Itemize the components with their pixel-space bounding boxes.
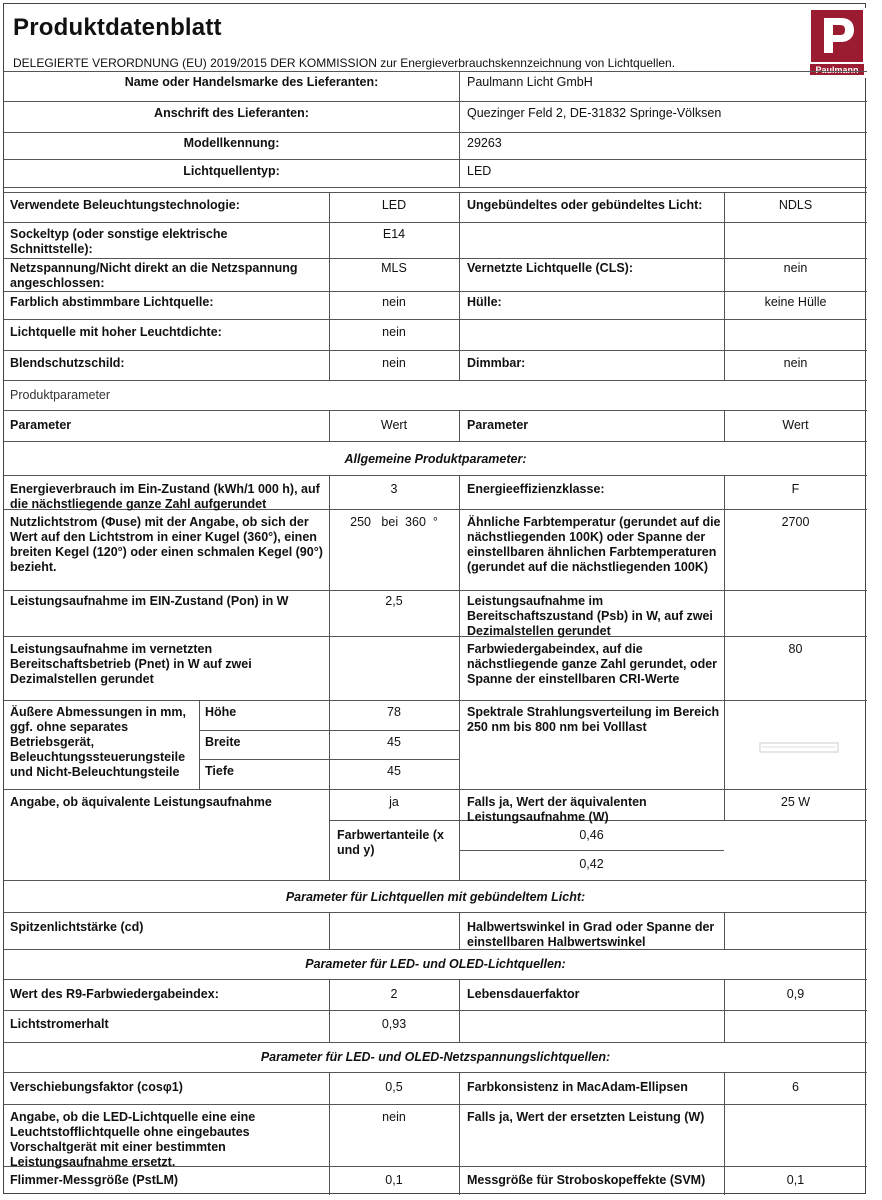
- dimmable-value: nein: [783, 356, 808, 370]
- equivalent-power-value: 25 W: [780, 795, 811, 809]
- efficiency-class-value: F: [791, 482, 800, 496]
- r9-value: 2: [390, 987, 398, 1001]
- pon-label: Leistungsaufnahme im EIN-Zustand (Pon) in W: [10, 594, 289, 608]
- depth-value: 45: [387, 764, 401, 778]
- col-header-value: Wert: [380, 418, 408, 432]
- dimmable-label: Dimmbar:: [467, 356, 526, 370]
- cct-label: Ähnliche Farbtemperatur (gerundet auf die nächstliegenden 100K) oder Spanne der einstellbaren ähnlichen Farbtemperaturen (gerundet auf die nächstliegenden 100K): [467, 515, 721, 574]
- macadam-label: Farbkonsistenz in MacAdam-Ellipsen: [467, 1080, 688, 1094]
- macadam-value: 6: [792, 1080, 799, 1094]
- displacement-label: Verschiebungsfaktor (cosφ1): [10, 1080, 183, 1094]
- psb-label: Leistungsaufnahme im Bereitschaftszustand (Psb) in W, auf zwei Dezimalstellen gerundet: [467, 594, 713, 638]
- svm-value: 0,1: [786, 1173, 805, 1187]
- supplier-address-value: Quezinger Feld 2, DE-31832 Springe-Völksen: [467, 106, 722, 120]
- supplier-name-label: Name oder Handelsmarke des Lieferanten:: [124, 75, 379, 89]
- directional-heading: Parameter für Lichtquellen mit gebündeltem Licht:: [285, 890, 586, 904]
- replace-fluorescent-label: Angabe, ob die LED-Lichtquelle eine eine Leuchtstofflichtquelle ohne eingebautes Vorschaltgerät mit einer bestimmten Leistungsaufnahme ersetzt.: [10, 1110, 256, 1169]
- height-label: Höhe: [205, 705, 237, 719]
- col-header-param-2: Parameter: [467, 418, 529, 432]
- paulmann-logo: [808, 8, 866, 78]
- supplier-name-value: Paulmann Licht GmbH: [467, 75, 593, 89]
- directional-value: NDLS: [778, 198, 813, 212]
- product-params-section: Produktparameter: [10, 388, 111, 402]
- dimensions-label: Äußere Abmessungen in mm, ggf. ohne separates Betriebsgerät, Beleuchtungssteuerungsteile und Nicht-Beleuchtungsteile: [10, 705, 186, 779]
- svg-text:Paulmann: Paulmann: [815, 65, 859, 75]
- product-data-sheet: [3, 3, 866, 1194]
- r9-label: Wert des R9-Farbwiedergabeindex:: [10, 987, 219, 1001]
- svm-label: Messgröße für Stroboskopeffekte (SVM): [467, 1173, 706, 1187]
- col-header-param: Parameter: [10, 418, 72, 432]
- spectral-label: Spektrale Strahlungsverteilung im Bereich 250 nm bis 800 nm bei Volllast: [467, 705, 720, 734]
- chromaticity-x-value: 0,46: [579, 828, 604, 842]
- pon-value: 2,5: [385, 594, 403, 608]
- cri-label: Farbwiedergabeindex, auf die nächstliegende ganze Zahl gerundet, oder Spanne der einstellbaren CRI-Werte: [467, 642, 718, 686]
- regulation-subtitle: DELEGIERTE VERORDNUNG (EU) 2019/2015 DER KOMMISSION zur Energieverbrauchskennzeichnung von Lichtquellen.: [13, 56, 676, 70]
- survival-factor-label: Lebensdauerfaktor: [467, 987, 580, 1001]
- lumen-maintenance-label: Lichtstromerhalt: [10, 1017, 109, 1031]
- cap-type-value: E14: [382, 227, 406, 241]
- led-mains-heading: Parameter für LED- und OLED-Netzspannungslichtquellen:: [260, 1050, 611, 1064]
- replace-fluorescent-value: nein: [382, 1110, 406, 1124]
- lumen-maintenance-value: 0,93: [381, 1017, 407, 1031]
- displacement-value: 0,5: [385, 1080, 403, 1094]
- survival-factor-value: 0,9: [786, 987, 805, 1001]
- useful-flux-label: Nutzlichtstrom (Φuse) mit der Angabe, ob sich der Wert auf den Lichtstrom in einer Kugel (360°), einen breiten Kegel (120°) oder einen schmalen Kegel (90°) bezieht.: [10, 515, 323, 574]
- energy-consumption-value: 3: [390, 482, 398, 496]
- cls-value: nein: [783, 261, 808, 275]
- width-label: Breite: [205, 735, 241, 749]
- envelope-value: keine Hülle: [764, 295, 827, 309]
- chromaticity-label: Farbwertanteile (x und y): [337, 828, 444, 857]
- general-params-heading: Allgemeine Produktparameter:: [344, 452, 527, 466]
- pstlm-label: Flimmer-Messgröße (PstLM): [10, 1173, 179, 1187]
- cap-type-label: Sockeltyp (oder sonstige elektrische Schnittstelle):: [10, 227, 228, 256]
- cri-value: 80: [788, 642, 803, 656]
- pnet-label: Leistungsaufnahme im vernetzten Bereitschaftsbetrieb (Pnet) in W auf zwei Dezimalstellen gerundet: [10, 642, 252, 686]
- anti-glare-label: Blendschutzschild:: [10, 356, 125, 370]
- page-title: Produktdatenblatt: [13, 14, 222, 41]
- equivalent-label: Angabe, ob äquivalente Leistungsaufnahme: [10, 795, 272, 809]
- light-source-type-label: Lichtquellentyp:: [183, 164, 280, 178]
- peak-intensity-label: Spitzenlichtstärke (cd): [10, 920, 144, 934]
- directional-label: Ungebündeltes oder gebündeltes Licht:: [467, 198, 703, 212]
- high-luminance-value: nein: [382, 325, 406, 339]
- useful-flux-value: 250 bei 360 °: [350, 515, 438, 529]
- height-value: 78: [387, 705, 401, 719]
- model-id-label: Modellkennung:: [183, 136, 280, 150]
- spectral-distribution-graph: [756, 737, 842, 757]
- equivalent-value: ja: [389, 795, 399, 809]
- mains-label: Netzspannung/Nicht direkt an die Netzspannung angeschlossen:: [10, 261, 298, 290]
- cls-label: Vernetzte Lichtquelle (CLS):: [467, 261, 633, 275]
- technology-label: Verwendete Beleuchtungstechnologie:: [10, 198, 240, 212]
- pstlm-value: 0,1: [385, 1173, 403, 1187]
- cct-value: 2700: [781, 515, 810, 529]
- col-header-value-2: Wert: [782, 418, 809, 432]
- high-luminance-label: Lichtquelle mit hoher Leuchtdichte:: [10, 325, 222, 339]
- envelope-label: Hülle:: [467, 295, 502, 309]
- replaced-power-label: Falls ja, Wert der ersetzten Leistung (W): [467, 1110, 705, 1124]
- colour-tuneable-value: nein: [382, 295, 406, 309]
- supplier-address-label: Anschrift des Lieferanten:: [154, 106, 309, 120]
- mains-value: MLS: [381, 261, 407, 275]
- anti-glare-value: nein: [382, 356, 406, 370]
- width-value: 45: [387, 735, 401, 749]
- depth-label: Tiefe: [205, 764, 234, 778]
- led-heading: Parameter für LED- und OLED-Lichtquellen:: [305, 957, 566, 971]
- equivalent-power-label: Falls ja, Wert der äquivalenten Leistungsaufnahme (W): [467, 795, 647, 824]
- light-source-type-value: LED: [467, 164, 492, 178]
- model-id-value: 29263: [467, 136, 502, 150]
- colour-tuneable-label: Farblich abstimmbare Lichtquelle:: [10, 295, 214, 309]
- efficiency-class-label: Energieeffizienzklasse:: [467, 482, 605, 496]
- energy-consumption-label: Energieverbrauch im Ein-Zustand (kWh/1 000 h), auf die nächstliegende ganze Zahl aufgerundet: [10, 482, 320, 511]
- technology-value: LED: [381, 198, 407, 212]
- chromaticity-y-value: 0,42: [579, 857, 604, 871]
- beam-angle-label: Halbwertswinkel in Grad oder Spanne der einstellbaren Halbwertswinkel: [467, 920, 715, 949]
